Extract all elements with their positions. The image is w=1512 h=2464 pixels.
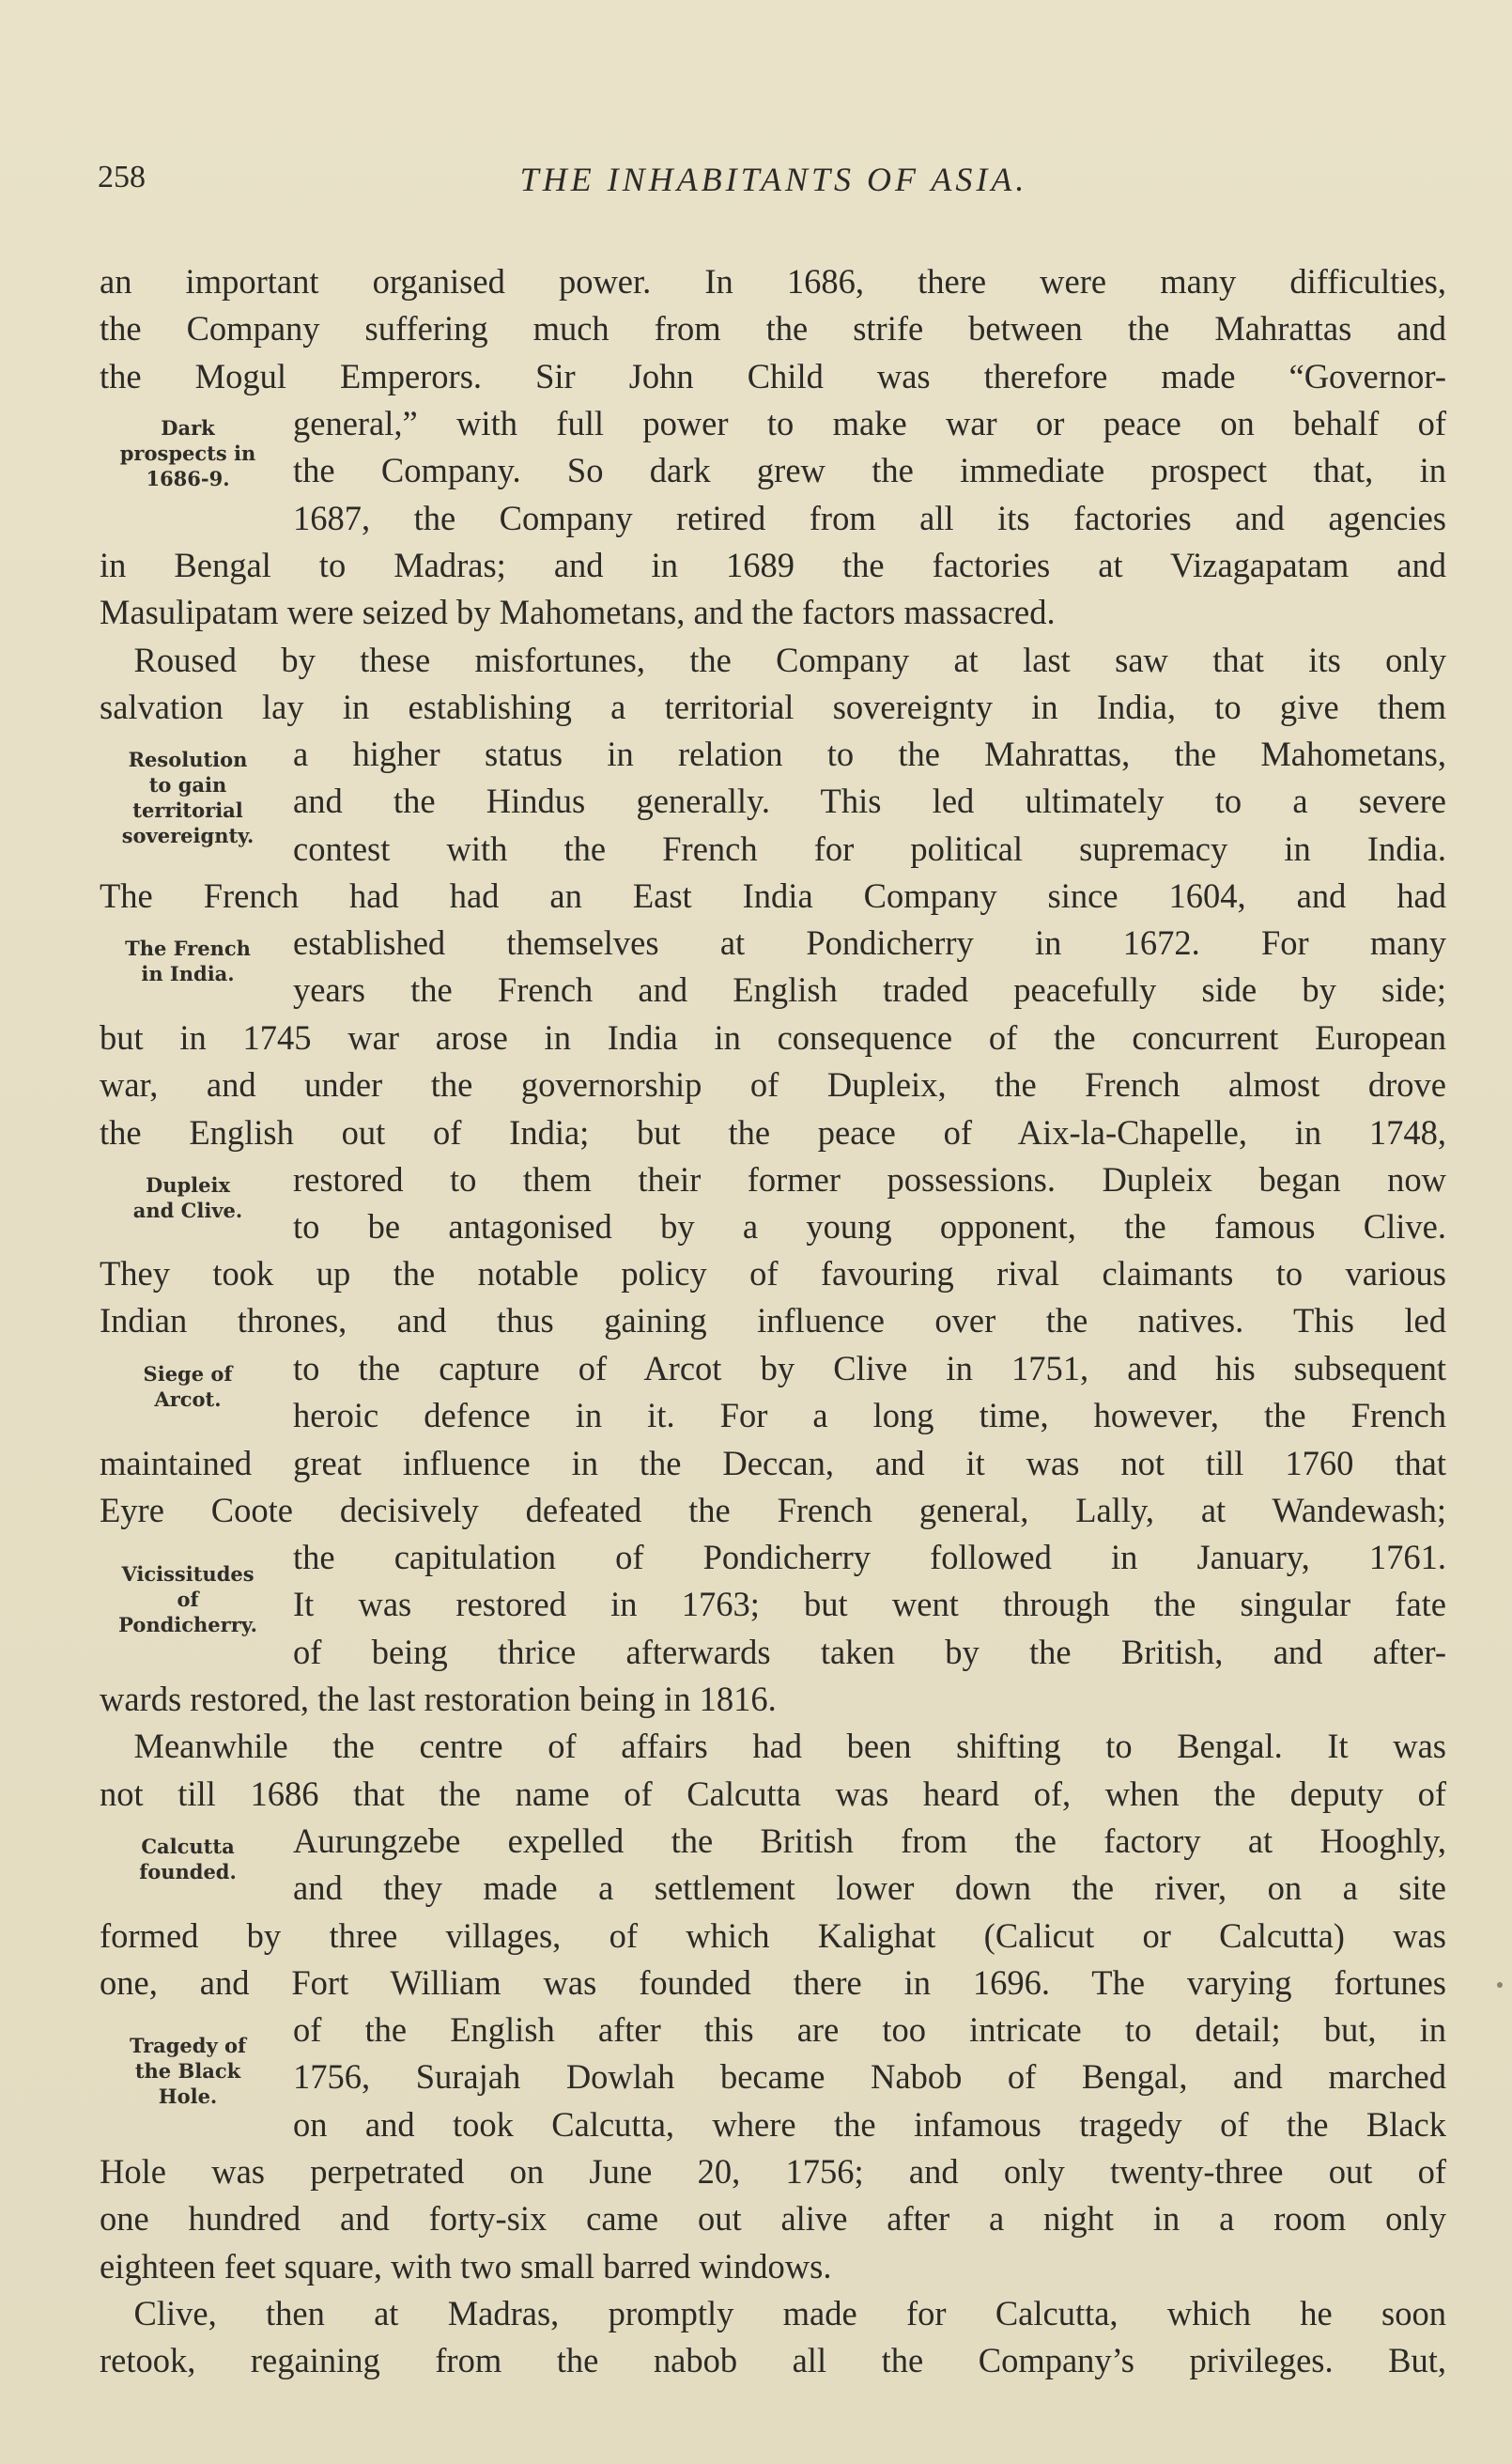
text-line: the Company. So dark grew the immediate prospect that, in (293, 451, 1446, 490)
sidenote-line: Hole. (158, 2084, 218, 2108)
text-line: wards restored, the last restoration being in 1816. (100, 1680, 777, 1718)
sidenote-line: Dupleix (146, 1173, 230, 1197)
sidenote-line: to gain (148, 773, 227, 797)
sidenote-line: Calcutta (141, 1835, 235, 1858)
text-line: Clive, then at Madras, promptly made for Calcutta, which he soon (100, 2293, 1446, 2332)
sidenote-line: Resolution (128, 748, 248, 771)
sidenote-line: founded. (139, 1860, 237, 1883)
sidenote-vicissitudes (94, 1561, 282, 1637)
sidenote-line: and Clive. (132, 1199, 243, 1222)
text-line: Hole was perpetrated on June 20, 1756; and only twenty-three out of (100, 2152, 1446, 2191)
text-line: restored to them their former possessions. Dupleix began now (293, 1160, 1446, 1199)
text-line: maintained great influence in the Deccan, and it was not till 1760 that (100, 1444, 1446, 1482)
text-line: a higher status in relation to the Mahrattas, the Mahometans, (293, 735, 1446, 773)
text-line: and they made a settlement lower down the river, on a site (293, 1868, 1446, 1908)
text-line: contest with the French for political supremacy in India. (293, 829, 1446, 868)
text-block-13 (100, 1676, 1446, 1818)
text-line: Aurungzebe expelled the British from the factory at Hooghly, (293, 1821, 1446, 1860)
text-line: salvation lay in establishing a territorial sovereignty in India, to give them (100, 687, 1446, 726)
text-line: formed by three villages, of which Kalighat (Calicut or Calcutta) was (100, 1916, 1446, 1955)
sidenote-dupleix-clive (94, 1172, 282, 1223)
text-block-1 (100, 258, 1446, 400)
sidenote-calcutta-founded (94, 1834, 282, 1884)
sidenote-black-hole (94, 2033, 282, 2109)
sidenote-line: of (177, 1588, 199, 1611)
text-line: Masulipatam were seized by Mahometans, and the factors massacred. (100, 593, 1056, 632)
text-line: and the Hindus generally. This led ultimately to a severe (293, 782, 1446, 821)
text-line: the capitulation of Pondicherry followed in January, 1761. (293, 1538, 1446, 1576)
sidenote-line: Tragedy of (129, 2034, 247, 2057)
text-block-17 (100, 2148, 1446, 2384)
text-line: the Company suffering much from the strife between the Mahrattas and (100, 309, 1446, 349)
text-block-10 (293, 1345, 1446, 1440)
sidenote-line: territorial (132, 798, 243, 822)
text-line: eighteen feet square, with two small barred windows. (100, 2246, 832, 2286)
sidenote-dark-prospects (94, 415, 282, 491)
text-block-5 (100, 873, 1446, 920)
text-block-8 (293, 1156, 1446, 1251)
text-line: heroic defence in it. For a long time, however, the French (293, 1396, 1446, 1435)
text-line: general,” with full power to make war or peace on behalf of (293, 404, 1446, 442)
running-head (98, 160, 1450, 207)
text-line: retook, regaining from the nabob all the Company’s privileges. But, (100, 2341, 1446, 2380)
sidenote-line: Pondicherry. (118, 1613, 257, 1636)
sidenote-line: The French (125, 937, 251, 960)
text-line: Indian thrones, and thus gaining influence over the natives. This led (100, 1301, 1446, 1340)
sidenote-line: 1686-9. (146, 467, 230, 490)
text-line: It was restored in 1763; but went through the singular fate (293, 1585, 1446, 1624)
text-line: of the English after this are too intricate to detail; but, in (293, 2010, 1446, 2049)
sidenote-line: prospects in (119, 442, 256, 465)
text-line: in Bengal to Madras; and in 1689 the factories at Vizagapatam and (100, 546, 1446, 584)
text-line: the English out of India; but the peace of Aix-la-Chapelle, in 1748, (100, 1112, 1446, 1152)
text-line: one hundred and forty-six came out alive after a night in a room only (100, 2199, 1446, 2239)
text-block-14 (293, 1818, 1446, 1913)
text-line: The French had had an East India Company since 1604, and had (100, 876, 1446, 915)
text-block-6 (293, 920, 1446, 1015)
text-block-16 (293, 2007, 1446, 2148)
text-line: of being thrice afterwards taken by the British, and after- (293, 1632, 1446, 1671)
sidenote-line: Vicissitudes (121, 1562, 255, 1586)
sidenote-french-in-india (94, 936, 282, 986)
text-line: established themselves at Pondicherry in 1672. For many (293, 923, 1446, 962)
sidenote-line: the Black (134, 2059, 241, 2083)
text-block-2 (293, 400, 1446, 542)
sidenote-line: Siege of (143, 1362, 233, 1386)
text-block-4 (293, 731, 1446, 873)
running-title: THE INHABITANTS OF ASIA. (519, 161, 1028, 198)
text-line: Eyre Coote decisively defeated the French general, Lally, at Wandewash; (100, 1491, 1446, 1530)
text-line: on and took Calcutta, where the infamous tragedy of the Black (293, 2104, 1446, 2144)
text-block-7 (100, 1015, 1446, 1156)
text-line: to the capture of Arcot by Clive in 1751, and his subsequent (293, 1349, 1446, 1387)
sidenote-line: in India. (141, 962, 235, 985)
text-line: but in 1745 war arose in India in consequence of the concurrent European (100, 1018, 1446, 1057)
text-line: an important organised power. In 1686, there were many difficulties, (100, 262, 1446, 301)
text-block-9 (100, 1250, 1446, 1345)
text-block-12 (293, 1534, 1446, 1676)
text-line: not till 1686 that the name of Calcutta was heard of, when the deputy of (100, 1774, 1446, 1813)
sidenote-siege-arcot (94, 1361, 282, 1412)
text-line: to be antagonised by a young opponent, the famous Clive. (293, 1207, 1446, 1247)
sidenote-line: sovereignty. (121, 824, 255, 847)
text-line: 1687, the Company retired from all its factories and agencies (293, 498, 1446, 537)
sidenote-line: Dark (161, 416, 215, 440)
text-block-15 (100, 1913, 1446, 2007)
margin-speck (1497, 1982, 1503, 1988)
text-line: They took up the notable policy of favouring rival claimants to various (100, 1254, 1446, 1293)
page-number: 258 (98, 160, 146, 194)
text-line: years the French and English traded peacefully side by side; (293, 970, 1446, 1010)
text-block-3 (100, 542, 1446, 731)
text-block-11 (100, 1440, 1446, 1535)
text-line: Meanwhile the centre of affairs had been shifting to Bengal. It was (100, 1727, 1446, 1766)
text-line: 1756, Surajah Dowlah became Nabob of Bengal, and marched (293, 2057, 1446, 2097)
text-line: the Mogul Emperors. Sir John Child was therefore made “Governor- (100, 356, 1446, 395)
text-line: one, and Fort William was founded there in 1696. The varying fortunes (100, 1963, 1446, 2003)
text-line: Roused by these misfortunes, the Company at last saw that its only (100, 640, 1446, 679)
sidenote-resolution (94, 747, 282, 848)
sidenote-line: Arcot. (154, 1387, 222, 1411)
text-line: war, and under the governorship of Dupleix, the French almost drove (100, 1065, 1446, 1105)
